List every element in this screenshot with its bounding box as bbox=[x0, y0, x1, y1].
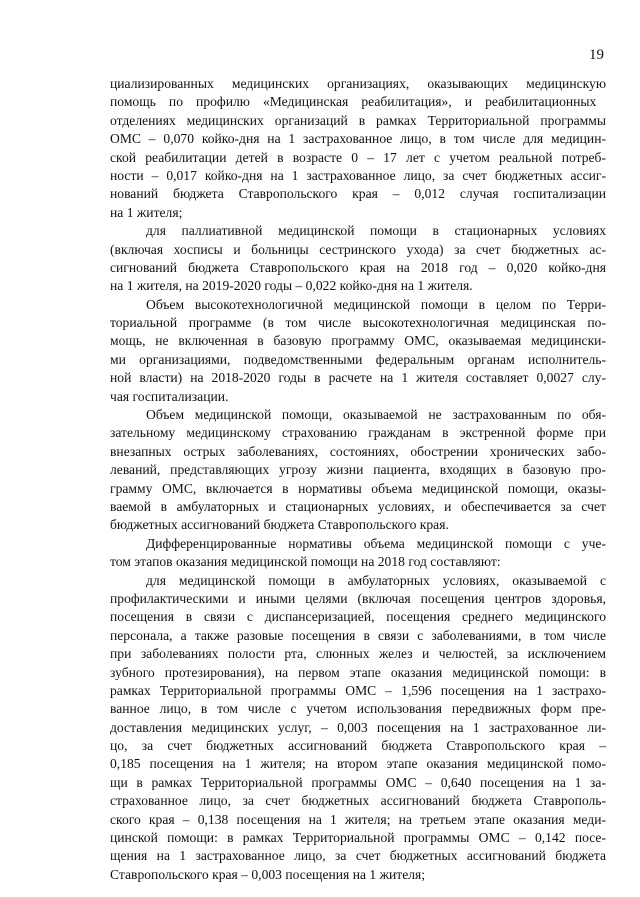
line-text: Дифференцированные нормативы объема медицинской помощи с уче- bbox=[146, 535, 606, 551]
text-line bbox=[110, 241, 606, 259]
line-text: ми организациями, подведомственными федеральным органам исполнитель- bbox=[110, 351, 606, 367]
line-text: грамму ОМС, включается в нормативы объема медицинской помощи, оказы- bbox=[110, 480, 606, 496]
paragraph-first-line bbox=[110, 296, 606, 314]
line-text: отделениях медицинских организаций в рамках Территориальной программы bbox=[110, 112, 606, 128]
text-line bbox=[110, 553, 606, 571]
line-text: нований бюджета Ставропольского края – 0,012 случая госпитализации bbox=[110, 186, 606, 202]
text-line bbox=[110, 277, 606, 295]
line-text: профилактическими и иными целями (включая посещения центров здоровья, bbox=[110, 590, 606, 606]
line-text: 0,185 посещения на 1 жителя; на втором этапе оказания медицинской помо- bbox=[110, 756, 606, 772]
text-line bbox=[110, 516, 606, 534]
line-text: бюджетных ассигнований бюджета Ставропольского края. bbox=[110, 517, 449, 533]
line-text: персонала, а также разовые посещения в связи с заболеваниями, в том числе bbox=[110, 627, 606, 643]
line-text: помощь по профилю «Медицинская реабилитация», и реабилитационных bbox=[110, 94, 597, 110]
text-line bbox=[110, 259, 606, 277]
text-line bbox=[110, 332, 606, 350]
text-line bbox=[110, 700, 606, 718]
line-text: ности – 0,017 койко-дня на 1 застрахованное лицо, за счет бюджетных ассиг- bbox=[110, 167, 606, 183]
text-line bbox=[110, 112, 606, 130]
text-line bbox=[110, 204, 606, 222]
text-line bbox=[110, 811, 606, 829]
line-text: зательному медицинскому страхованию гражданам в экстренной форме при bbox=[110, 425, 606, 441]
text-line bbox=[110, 866, 606, 884]
text-line bbox=[110, 167, 606, 185]
text-line bbox=[110, 93, 606, 111]
line-text: ОМС – 0,070 койко-дня на 1 застрахованное лицо, в том числе для медицин- bbox=[110, 131, 606, 147]
line-text: страхованное лицо, за счет бюджетных ассигнований бюджета Ставрополь- bbox=[110, 793, 606, 809]
text-line bbox=[110, 149, 606, 167]
line-text: ной власти) на 2018-2020 годы в расчете на 1 жителя составляет 0,0027 слу- bbox=[110, 370, 606, 386]
line-text: Объем высокотехнологичной медицинской помощи в целом по Терри- bbox=[146, 296, 606, 312]
page-number: 19 bbox=[589, 47, 604, 63]
text-line bbox=[110, 351, 606, 369]
line-text: сигнований бюджета Ставропольского края на 2018 год – 0,020 койко-дня bbox=[110, 259, 606, 275]
text-line bbox=[110, 185, 606, 203]
line-text: щи в рамках Территориальной программы ОМС – 0,640 посещения на 1 за- bbox=[110, 774, 606, 790]
text-line bbox=[110, 792, 606, 810]
text-line bbox=[110, 627, 606, 645]
body-text bbox=[110, 75, 606, 884]
line-text: на 1 жителя; bbox=[110, 204, 183, 220]
line-text: рамках Территориальной программы ОМС – 1,596 посещения на 1 застрахо- bbox=[110, 682, 606, 698]
line-text: для медицинской помощи в амбулаторных условиях, оказываемой с bbox=[146, 572, 606, 588]
paragraph-first-line bbox=[110, 535, 606, 553]
text-line bbox=[110, 443, 606, 461]
line-text: леваний, представляющих угрозу жизни пациента, входящих в базовую про- bbox=[110, 462, 606, 478]
line-text: Ставропольского края – 0,003 посещения на 1 жителя; bbox=[110, 866, 426, 882]
text-line bbox=[110, 719, 606, 737]
line-text: Объем медицинской помощи, оказываемой не застрахованным по обя- bbox=[146, 407, 606, 423]
text-line bbox=[110, 737, 606, 755]
text-line bbox=[110, 590, 606, 608]
line-text: том этапов оказания медицинской помощи на 2018 год составляют: bbox=[110, 554, 501, 570]
line-text: при заболеваниях полости рта, слюнных желез и челюстей, за исключением bbox=[110, 646, 606, 662]
line-text: чая госпитализации. bbox=[110, 388, 229, 404]
text-line bbox=[110, 664, 606, 682]
paragraph-first-line bbox=[110, 222, 606, 240]
line-text: зубного протезирования), на первом этапе оказания медицинской помощи: в bbox=[110, 664, 606, 680]
text-line bbox=[110, 75, 606, 93]
text-line bbox=[110, 388, 606, 406]
line-text: циализированных медицинских организациях, оказывающих медицинскую bbox=[110, 76, 606, 91]
text-line bbox=[110, 369, 606, 387]
line-text: на 1 жителя, на 2019-2020 годы – 0,022 койко-дня на 1 жителя. bbox=[110, 278, 473, 294]
text-line bbox=[110, 829, 606, 847]
text-line bbox=[110, 682, 606, 700]
line-text: посещения в связи с диспансеризацией, посещения среднего медицинского bbox=[110, 609, 606, 625]
line-text: ванное лицо, в том числе с учетом использования передвижных форм пре- bbox=[110, 701, 606, 717]
paragraph-first-line bbox=[110, 406, 606, 424]
line-text: доставления медицинских услуг, – 0,003 посещения на 1 застрахованное ли- bbox=[110, 719, 606, 735]
line-text: ваемой в амбулаторных и стационарных условиях, и обеспечивается за счет bbox=[110, 498, 606, 514]
line-text: цо, за счет бюджетных ассигнований бюджета Ставропольского края – bbox=[110, 738, 606, 754]
line-text: цинской помощи: в рамках Территориальной программы ОМС – 0,142 посе- bbox=[110, 830, 606, 846]
text-line bbox=[110, 314, 606, 332]
line-text: щения на 1 застрахованное лицо, за счет бюджетных ассигнований бюджета bbox=[110, 848, 606, 864]
line-text: ского края – 0,138 посещения на 1 жителя; на третьем этапе оказания меди- bbox=[110, 811, 606, 827]
text-line bbox=[110, 755, 606, 773]
line-text: внезапных острых заболеваниях, состояниях, обострении хронических забо- bbox=[110, 443, 606, 459]
text-line bbox=[110, 774, 606, 792]
line-text: (включая хосписы и больницы сестринского ухода) за счет бюджетных ас- bbox=[110, 241, 606, 257]
text-line bbox=[110, 130, 606, 148]
line-text: ской реабилитации детей в возрасте 0 – 17 лет с учетом реальной потреб- bbox=[110, 149, 606, 165]
line-text: ториальной программе (в том числе высокотехнологичная медицинская по- bbox=[110, 315, 606, 331]
text-line bbox=[110, 847, 606, 865]
text-line bbox=[110, 424, 606, 442]
line-text: мощь, не включенная в базовую программу ОМС, оказываемая медицински- bbox=[110, 333, 606, 349]
text-line bbox=[110, 608, 606, 626]
text-line bbox=[110, 498, 606, 516]
paragraph-first-line bbox=[110, 572, 606, 590]
text-line bbox=[110, 480, 606, 498]
text-line bbox=[110, 461, 606, 479]
text-line bbox=[110, 645, 606, 663]
line-text: для паллиативной медицинской помощи в стационарных условиях bbox=[146, 223, 606, 239]
